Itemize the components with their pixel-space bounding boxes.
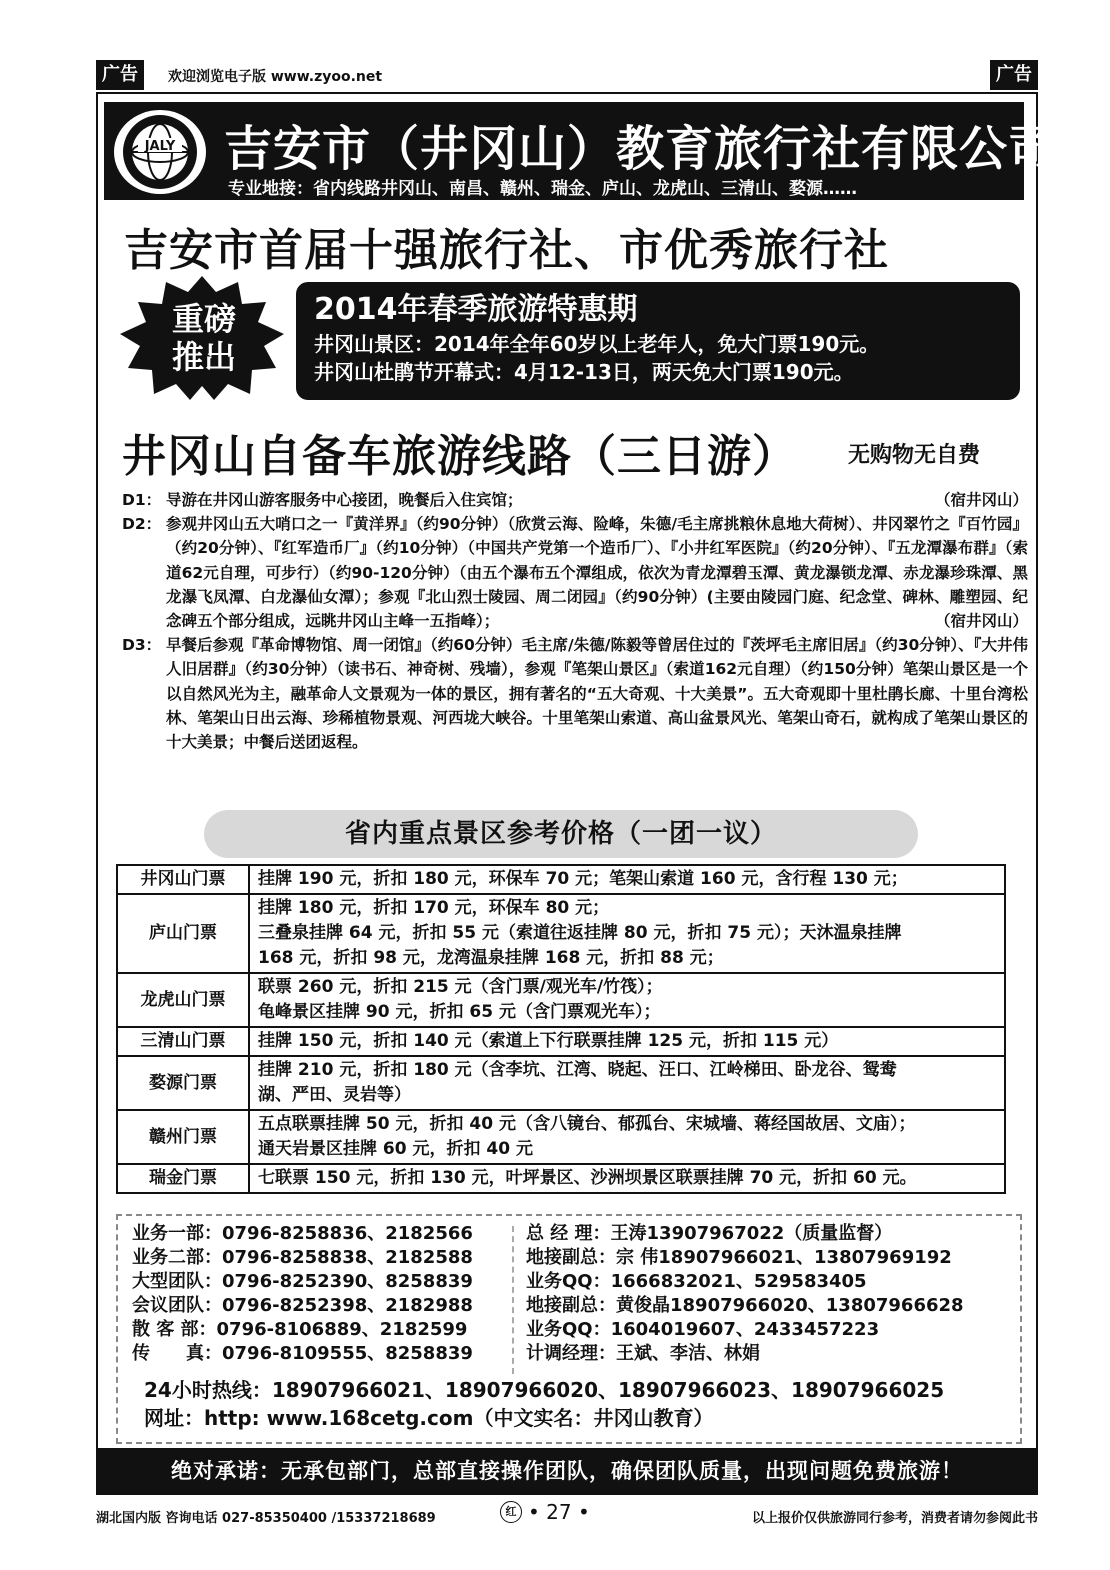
scenic-name: 庐山门票 xyxy=(117,894,249,973)
contact-line: 业务QQ：1604019607、2433457223 xyxy=(526,1319,880,1340)
day-text: 导游在井冈山游客服务中心接团，晚餐后入住宾馆； （宿井冈山） xyxy=(166,488,1028,512)
table-row xyxy=(117,1056,1005,1110)
scenic-name: 赣州门票 xyxy=(117,1110,249,1164)
logo-text: JALY xyxy=(144,139,176,154)
day-label: D2： xyxy=(122,515,162,534)
ad-tag-right: 广告 xyxy=(990,60,1038,90)
scenic-name: 井冈山门票 xyxy=(117,865,249,894)
table-row xyxy=(117,1027,1005,1056)
day-text: 早餐后参观『革命博物馆、周一闭馆』（约60分钟）毛主席/朱德/陈毅等曾居住过的『茨坪毛主席旧居』（约30分钟）、『大井伟人旧居群』（约30分钟）（读书石、神奇树、残墙），参观『笔架山景区』（索道162元自理）（约150分钟）笔架山景区是一个以自然风光为主，融革命人文景观为一体的景区，拥有著名的“五大奇观、十大美景”。五大奇观即十里杜鹃长廊、十里台湾松林、笔架山日出云海、珍稀植物景观、河西垅大峡谷。十里笔架山索道、高山盆景风光、笔架山奇石，就构成了笔架山景区的十大美景；中餐后送团返程。 xyxy=(166,636,1028,752)
hotline: 24小时热线：18907966021、18907966020、18907966023、18907966025 xyxy=(144,1378,945,1402)
price-desc: 挂牌 190 元，折扣 180 元，环保车 70 元；笔架山索道 160 元，含行程 130 元； xyxy=(249,865,1005,894)
price-desc: 挂牌 210 元，折扣 180 元（含李坑、江湾、晓起、汪口、江岭梯田、卧龙谷、鸳鸯 湖、严田、灵岩等） xyxy=(249,1056,1005,1110)
promo-line: 井冈山景区：2014年全年60岁以上老年人，免大门票190元。 xyxy=(314,332,880,356)
day-stay: （宿井冈山） xyxy=(934,491,1028,509)
route-subtitle: 无购物无自费 xyxy=(848,443,981,468)
company-logo xyxy=(114,110,206,194)
itinerary-day xyxy=(122,512,1028,633)
table-row xyxy=(117,1110,1005,1164)
hotline-block xyxy=(144,1376,944,1432)
itinerary-day xyxy=(122,633,1028,754)
contact-box xyxy=(116,1214,1022,1444)
table-row xyxy=(117,865,1005,894)
contact-line: 地接副总：黄俊晶18907966020、13807966628 xyxy=(526,1295,964,1316)
day-label: D3： xyxy=(122,636,162,655)
day-label: D1： xyxy=(122,491,162,509)
footer-disclaimer: 以上报价仅供旅游同行参考，消费者请勿参阅此书 xyxy=(751,1511,1038,1526)
contact-line: 传 真：0796-8109555、8258839 xyxy=(132,1343,473,1364)
honor-title: 吉安市首届十强旅行社、市优秀旅行社 xyxy=(124,225,889,276)
website-link[interactable]: 网址：http: www.168cetg.com（中文实名：井冈山教育） xyxy=(144,1406,714,1430)
scenic-name: 三清山门票 xyxy=(117,1027,249,1056)
scenic-name: 瑞金门票 xyxy=(117,1164,249,1193)
promo-line: 井冈山杜鹃节开幕式：4月12-13日，两天免大门票190元。 xyxy=(314,360,854,384)
specialty-line: 专业地接：省内线路井冈山、南昌、赣州、瑞金、庐山、龙虎山、三清山、婺源…… xyxy=(228,179,857,199)
company-header xyxy=(104,102,1058,200)
contact-line: 大型团队：0796-8252390、8258839 xyxy=(132,1271,473,1292)
route-title: 井冈山自备车旅游线路（三日游） xyxy=(122,431,797,482)
contact-line: 业务QQ：1666832021、529583405 xyxy=(526,1271,867,1292)
promise-banner: 绝对承诺：无承包部门，总部直接操作团队，确保团队质量，出现问题免费旅游！ xyxy=(96,1448,1038,1494)
price-desc: 七联票 150 元，折扣 130 元，叶坪景区、沙洲坝景区联票挂牌 70 元，折扣 60 元。 xyxy=(249,1164,1005,1193)
price-desc: 联票 260 元，折扣 215 元（含门票/观光车/竹筏）； 龟峰景区挂牌 90 元，折扣 65 元（含门票观光车）； xyxy=(249,973,1005,1027)
burst-label: 重磅 推出 xyxy=(171,300,236,376)
table-row xyxy=(117,1164,1005,1193)
itinerary-day xyxy=(122,488,1028,512)
contact-line: 总 经 理：王涛13907967022（质量监督） xyxy=(526,1223,893,1244)
edition-badge-icon: 红 xyxy=(500,1501,522,1523)
promo-title: 2014年春季旅游特惠期 xyxy=(314,292,638,327)
table-row xyxy=(117,973,1005,1027)
itinerary xyxy=(122,488,1028,754)
contact-line: 会议团队：0796-8252398、2182988 xyxy=(132,1295,473,1316)
company-name: 吉安市（井冈山）教育旅行社有限公司 xyxy=(224,121,1058,177)
manager-contacts xyxy=(526,1222,964,1366)
table-row xyxy=(117,894,1005,973)
day-stay: （宿井冈山） xyxy=(934,612,1028,631)
ad-tag-left: 广告 xyxy=(96,60,144,90)
price-desc: 挂牌 180 元，折扣 170 元，环保车 80 元； 三叠泉挂牌 64 元，折扣 55 元（索道往返挂牌 80 元，折扣 75 元）；天沐温泉挂牌 168 元，折扣 98 元，龙湾温泉挂牌 168 元，折扣 88 元； xyxy=(249,894,1005,973)
globe-logo-icon xyxy=(118,112,202,192)
contact-line: 地接副总：宗 伟18907966021、13807969192 xyxy=(526,1247,952,1268)
day-text: 参观井冈山五大哨口之一『黄洋界』（约90分钟）（欣赏云海、险峰，朱德/毛主席挑粮休息地大荷树）、井冈翠竹之『百竹园』（约20分钟）、『红军造币厂』（约10分钟）（中国共产党第一个造币厂）、『小井红军医院』（约20分钟）、『五龙潭瀑布群』（索道62元自理，可步行）（约90-120分钟）（由五个瀑布五个潭组成，依次为青龙潭碧玉潭、黄龙瀑锁龙潭、赤龙瀑珍珠潭、黑龙瀑飞凤潭、白龙瀑仙女潭）；参观『北山烈士陵园、周二闭园』（约90分钟）(主要由陵园门庭、纪念堂、碑林、雕塑园、纪念碑五个部分组成，远眺井冈山主峰一五指峰）； （宿井冈山） xyxy=(166,512,1028,633)
footer-edition: 湖北国内版 咨询电话 027-85350400 /15337218689 xyxy=(96,1511,436,1526)
page-number-block xyxy=(500,1500,590,1524)
department-contacts xyxy=(132,1222,473,1366)
promo-box xyxy=(296,282,1020,400)
contact-line: 计调经理：王斌、李洁、林娟 xyxy=(526,1343,760,1364)
site-link[interactable]: 欢迎浏览电子版 www.zyoo.net xyxy=(168,69,383,85)
contact-line: 散 客 部：0796-8106889、2182599 xyxy=(132,1319,468,1340)
scenic-name: 婺源门票 xyxy=(117,1056,249,1110)
contact-line: 业务一部：0796-8258836、2182566 xyxy=(132,1223,473,1244)
scenic-name: 龙虎山门票 xyxy=(117,973,249,1027)
price-desc: 挂牌 150 元，折扣 140 元（索道上下行联票挂牌 125 元，折扣 115 元） xyxy=(249,1027,1005,1056)
pricing-title: 省内重点景区参考价格（一团一议） xyxy=(204,810,918,858)
price-table xyxy=(116,864,1006,1194)
page-number: • 27 • xyxy=(528,1500,590,1524)
contact-line: 业务二部：0796-8258838、2182588 xyxy=(132,1247,473,1268)
price-desc: 五点联票挂牌 50 元，折扣 40 元（含八镜台、郁孤台、宋城墙、蒋经国故居、文庙）； 通天岩景区挂牌 60 元，折扣 40 元 xyxy=(249,1110,1005,1164)
contact-divider xyxy=(512,1226,514,1374)
